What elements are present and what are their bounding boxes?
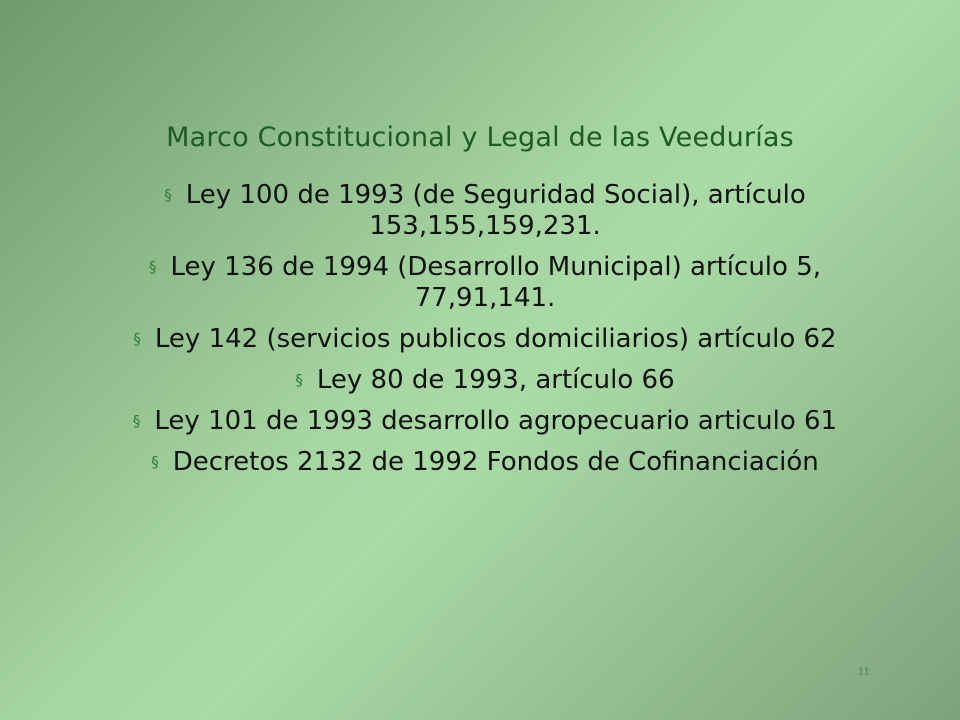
slide-title: Marco Constitucional y Legal de las Veedurías — [166, 122, 794, 153]
list-item-text: Ley 101 de 1993 desarrollo agropecuario articulo 61 — [154, 406, 838, 436]
bullet-icon: § — [151, 453, 159, 471]
list-item — [100, 180, 870, 242]
list-item-text: Ley 142 (servicios publicos domiciliarios) artículo 62 — [154, 324, 837, 354]
list-item-text: Ley 80 de 1993, artículo 66 — [316, 365, 675, 395]
list-item-text: Ley 100 de 1993 (de Seguridad Social), artículo 153,155,159,231. — [185, 180, 806, 241]
bullet-icon: § — [133, 330, 141, 348]
page-number: 11 — [858, 664, 870, 678]
list-item — [100, 365, 870, 396]
bullet-icon: § — [132, 412, 141, 430]
list-item-text: Decretos 2132 de 1992 Fondos de Cofinanciación — [172, 447, 819, 477]
list-item — [100, 324, 870, 355]
bullet-icon: § — [149, 258, 157, 276]
list-item-text: Ley 136 de 1994 (Desarrollo Municipal) artículo 5, 77,91,141. — [170, 252, 821, 313]
list-item — [100, 447, 870, 478]
list-item — [100, 406, 870, 437]
list-item — [100, 252, 870, 314]
bullet-icon: § — [295, 371, 303, 389]
bullet-list — [100, 180, 870, 488]
bullet-icon: § — [164, 186, 172, 204]
